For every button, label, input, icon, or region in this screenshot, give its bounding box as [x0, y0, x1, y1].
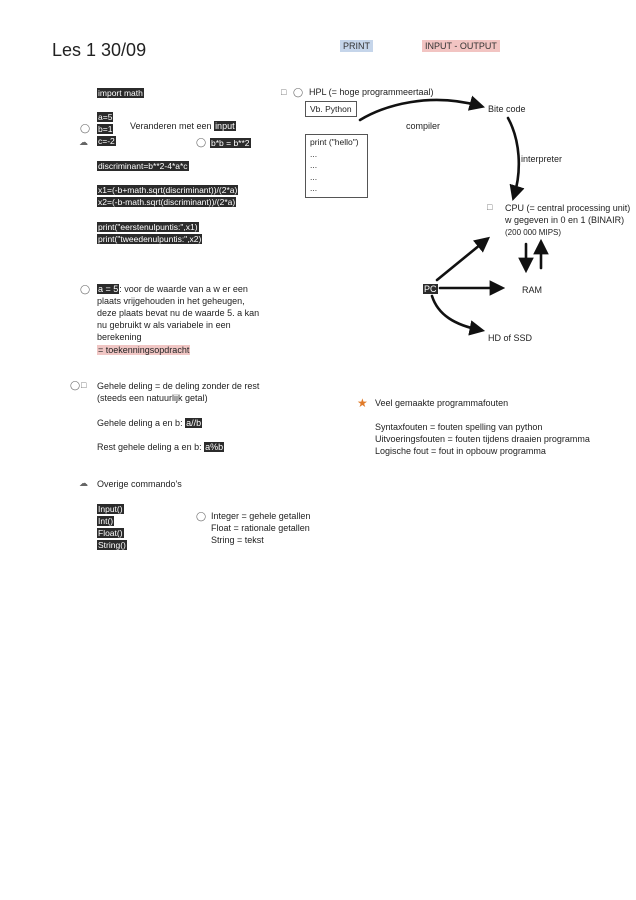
errors-heading: Veel gemaakte programmafouten	[375, 398, 509, 408]
cpu-line-3: (200 000 MIPS)	[505, 228, 562, 237]
change-text: Veranderen met een	[130, 121, 215, 131]
flag-icon: □	[487, 202, 493, 212]
cpu-line-1: CPU (= central processing unit)	[505, 203, 631, 213]
cpu-line-2: w gegeven in 0 en 1 (BINAIR)	[505, 215, 625, 225]
cloud-icon: ☁	[79, 478, 88, 488]
x2-code: x2=(-b-math.sqrt(discriminant))/(2*a)	[98, 197, 236, 207]
lightbulb-icon: ◯	[80, 284, 91, 294]
command-input-code: Input()	[98, 504, 123, 514]
compiler-arrow	[360, 100, 480, 120]
overige-heading: Overige commando's	[97, 479, 182, 489]
vb-python-text: Vb. Python	[310, 104, 352, 114]
print-tag: PRINT	[340, 40, 373, 52]
deling-line-2: (steeds een natuurlijk getal)	[97, 393, 208, 403]
type-string: String = tekst	[211, 535, 264, 545]
print-box-line: ...	[310, 148, 318, 159]
rest-ab-text: Rest gehele deling a en b:	[97, 442, 205, 452]
ram-label: RAM	[522, 285, 542, 295]
deling-line-1: Gehele deling = de deling zonder de rest	[97, 381, 260, 391]
lightbulb-icon: ◯	[196, 511, 207, 521]
deling-ab-code: a//b	[186, 418, 202, 428]
cloud-icon: ☁	[79, 137, 88, 147]
pc-to-cpu-arrow	[437, 240, 486, 280]
flag-icon: □	[281, 87, 287, 97]
explain-line-1: plaats vrijgehouden in het geheugen,	[97, 296, 245, 306]
explain-line-3: nu gebruikt w als variabele in een	[97, 320, 231, 330]
command-float-code: Float()	[98, 528, 123, 538]
error-runtime: Uitvoeringsfouten = fouten tijdens draaien programma	[375, 434, 590, 444]
command-int-code: Int()	[98, 516, 114, 526]
print1-code: print("eerstenulpuntis:",x1)	[98, 222, 198, 232]
square-code: b*b = b**2	[211, 138, 250, 148]
print-box-line: ...	[310, 183, 318, 193]
lightbulb-icon: ◯	[293, 87, 304, 97]
print-box-line: ...	[310, 171, 318, 182]
lightbulb-icon: ◯	[196, 137, 207, 147]
interpreter-label: interpreter	[521, 154, 563, 164]
lightbulb-icon: ◯	[70, 380, 81, 390]
explain-line-2: deze plaats bevat nu de waarde 5. a kan	[97, 308, 260, 318]
pc-to-hd-arrow	[432, 296, 480, 330]
explain-line-4: berekening	[97, 332, 142, 342]
discriminant-code: discriminant=b**2-4*a*c	[98, 161, 188, 171]
assign-b: b=1	[98, 124, 113, 134]
error-syntax: Syntaxfouten = fouten spelling van python	[375, 422, 543, 432]
lightbulb-icon: ◯	[80, 123, 91, 133]
assign-a: a=5	[98, 112, 113, 122]
import-code: import math	[98, 88, 143, 98]
bitecode-label: Bite code	[488, 104, 526, 114]
print2-code: print("tweedenulpuntis:",x2)	[98, 234, 202, 244]
interpreter-arrow	[508, 118, 519, 196]
input-keyword: input	[215, 121, 235, 131]
type-integer: Integer = gehele getallen	[211, 511, 311, 521]
type-float: Float = rationale getallen	[211, 523, 310, 533]
x1-code: x1=(-b+math.sqrt(discriminant))/(2*a)	[98, 185, 238, 195]
print-box-line: print ("hello")	[310, 137, 359, 147]
explain-highlight: a = 5	[98, 284, 119, 294]
pc-text: PC	[424, 284, 437, 294]
explain-text-0: : voor de waarde van a w er een	[119, 284, 248, 294]
input-output-tag: INPUT - OUTPUT	[422, 40, 500, 52]
print-box-line: ...	[310, 160, 318, 170]
flag-icon: □	[81, 380, 87, 390]
hd-label: HD of SSD	[488, 333, 533, 343]
star-icon: ★	[357, 396, 368, 410]
page-title: Les 1 30/09	[52, 40, 147, 60]
assign-c: c=-2	[98, 136, 115, 146]
deling-ab-text: Gehele deling a en b:	[97, 418, 186, 428]
error-logic: Logische fout = fout in opbouw programma	[375, 446, 546, 456]
command-string-code: String()	[98, 540, 126, 550]
rest-ab-code: a%b	[205, 442, 224, 452]
hpl-label: HPL (= hoge programmeertaal)	[309, 87, 434, 97]
toekenning-text: = toekenningsopdracht	[98, 345, 190, 355]
compiler-label: compiler	[406, 121, 441, 131]
